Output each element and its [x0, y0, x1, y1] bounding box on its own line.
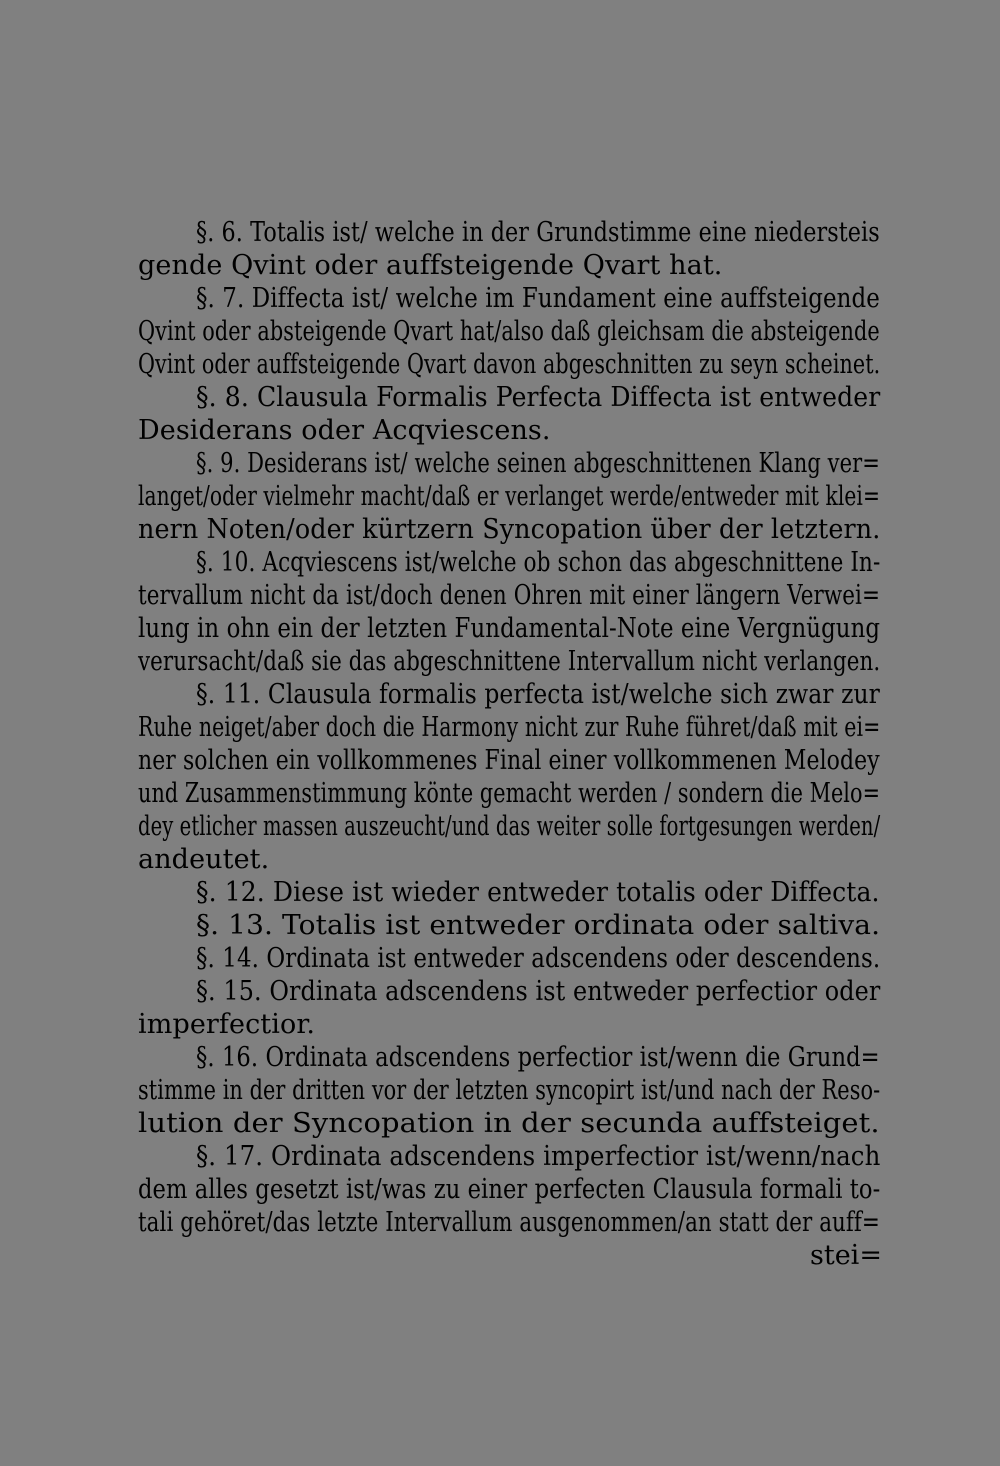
text-line: ner solchen ein vollkommenes Final einer vollkommenen Melodey [138, 745, 880, 776]
text-line: andeutet. [138, 844, 270, 875]
text-line: verursacht/daß sie das abgeschnittene Intervallum nicht verlangen. [138, 646, 881, 677]
text-line: §. 15. Ordinata adscendens ist entweder perfectior oder [196, 976, 881, 1007]
text-line: stimme in der dritten vor der letzten syncopirt ist/und nach der Reso- [138, 1075, 881, 1106]
text-line: und Zusammenstimmung könte gemacht werden / sondern die Melo= [138, 778, 881, 809]
text-line: §. 9. Desiderans ist/ welche seinen abgeschnittenen Klang ver= [196, 448, 880, 479]
text-line: §. 12. Diese ist wieder entweder totalis oder Diffecta. [196, 877, 880, 908]
text-line: Ruhe neiget/aber doch die Harmony nicht zur Ruhe führet/daß mit ei= [138, 712, 881, 743]
text-line: §. 7. Diffecta ist/ welche im Fundament eine auffsteigende [196, 283, 880, 314]
text-line: §. 8. Clausula Formalis Perfecta Diffecta ist entweder [196, 382, 881, 413]
text-line: Qvint oder absteigende Qvart hat/also daß gleichsam die absteigende [138, 316, 880, 347]
text-line: lution der Syncopation in der secunda auffsteiget. [138, 1108, 880, 1139]
text-line: dey etlicher massen auszeucht/und das weiter solle fortgesungen werden/ [138, 811, 881, 842]
text-line: langet/oder vielmehr macht/daß er verlanget werde/entweder mit klei= [138, 481, 880, 512]
text-line: Qvint oder auffsteigende Qvart davon abgeschnitten zu seyn scheinet. [138, 349, 881, 380]
text-line: lung in ohn ein der letzten Fundamental-Note eine Vergnügung [138, 613, 881, 644]
text-line: gende Qvint oder auffsteigende Qvart hat. [138, 250, 723, 281]
text-line: §. 6. Totalis ist/ welche in der Grundstimme eine niedersteis [196, 217, 880, 248]
text-line: §. 16. Ordinata adscendens perfectior ist/wenn die Grund= [196, 1042, 880, 1073]
text-line: tali gehöret/das letzte Intervallum ausgenommen/an statt der auff= [138, 1207, 880, 1238]
text-line: tervallum nicht da ist/doch denen Ohren mit einer längern Verwei= [138, 580, 881, 611]
text-line: dem alles gesetzt ist/was zu einer perfecten Clausula formali to- [138, 1174, 881, 1205]
text-line: nern Noten/oder kürtzern Syncopation über der letztern. [138, 514, 881, 545]
text-line: §. 11. Clausula formalis perfecta ist/welche sich zwar zur [196, 679, 880, 710]
catchword: stei= [810, 1240, 882, 1271]
text-line: §. 10. Acqviescens ist/welche ob schon das abgeschnittene In- [196, 547, 881, 578]
text-line: imperfectior. [138, 1009, 316, 1040]
text-line: §. 13. Totalis ist entweder ordinata oder saltiva. [196, 910, 881, 941]
text-line: §. 17. Ordinata adscendens imperfectior ist/wenn/nach [196, 1141, 881, 1172]
text-line: §. 14. Ordinata ist entweder adscendens oder descendens. [196, 943, 881, 974]
text-line: Desiderans oder Acqviescens. [138, 415, 551, 446]
